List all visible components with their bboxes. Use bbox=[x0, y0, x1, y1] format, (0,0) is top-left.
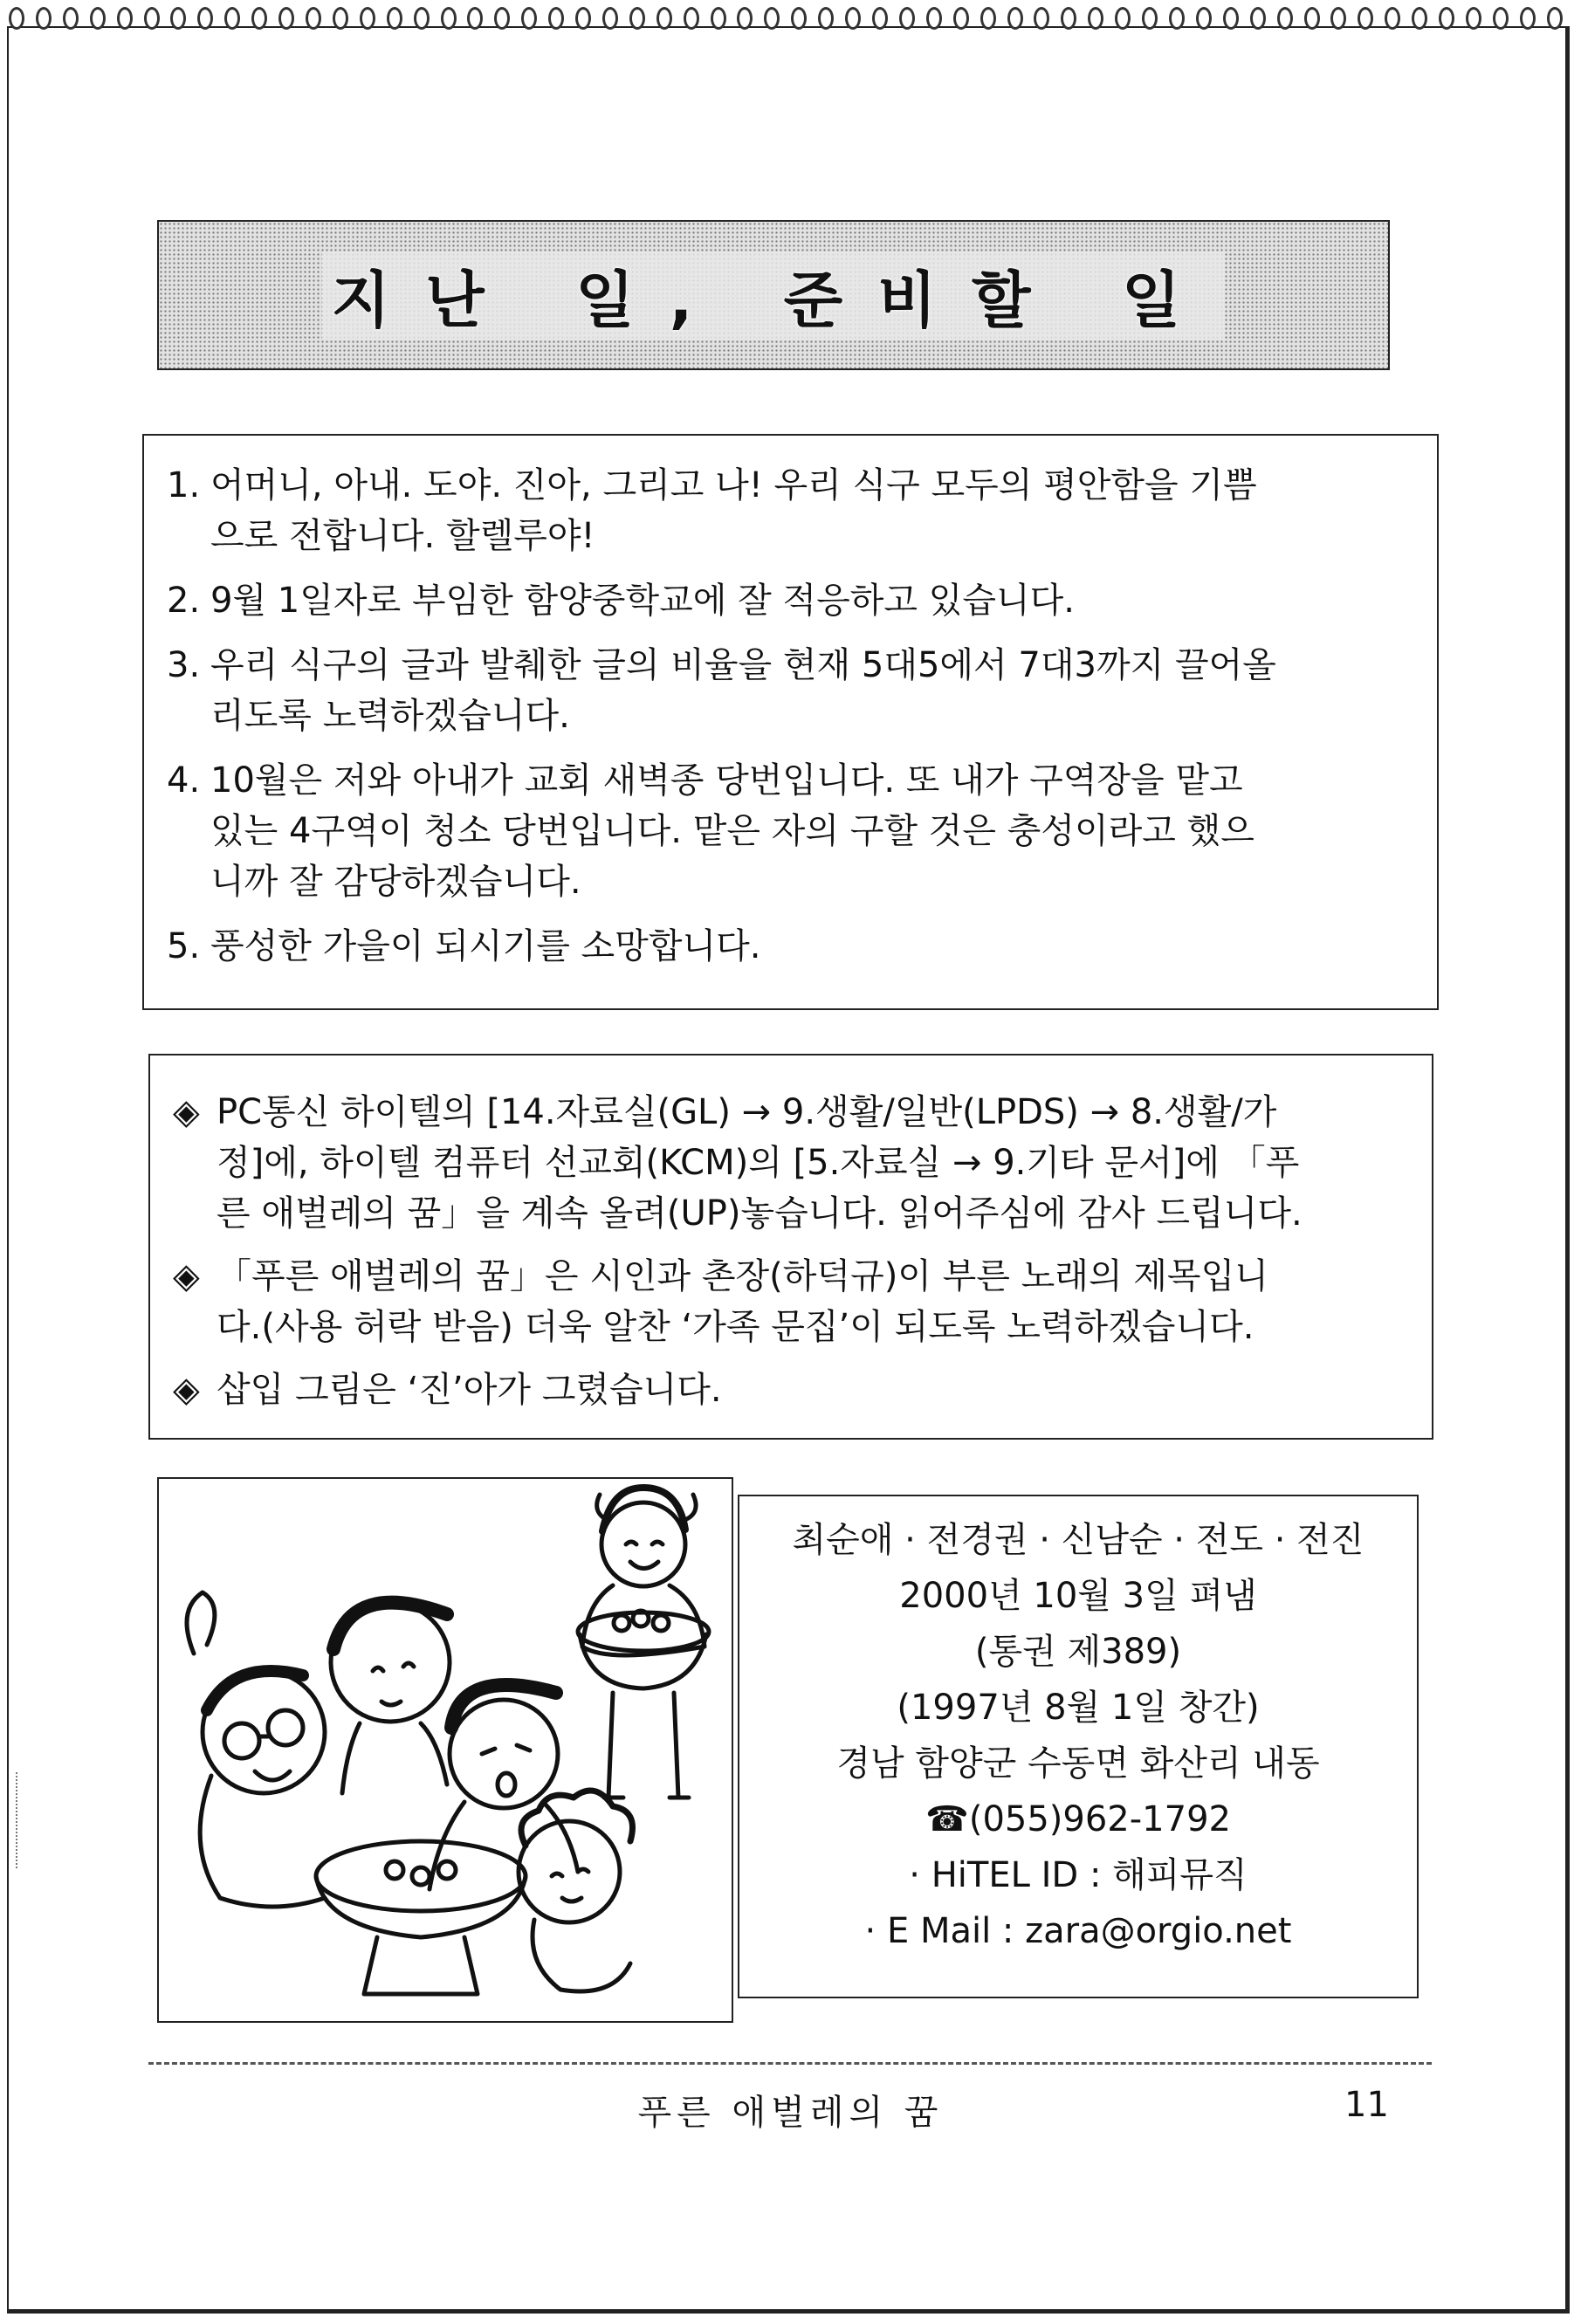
item-text: 어머니, 아내. 도야. 진아, 그리고 나! 우리 식구 모두의 평안함을 기쁨 bbox=[210, 465, 1257, 505]
item-number: 5. bbox=[167, 926, 201, 966]
spiral-ring bbox=[251, 7, 267, 30]
spiral-ring bbox=[170, 7, 186, 30]
item-first-line bbox=[167, 575, 1413, 626]
notice-box bbox=[148, 1054, 1433, 1440]
spiral-ring bbox=[1061, 7, 1076, 30]
item-text: 으로 전합니다. 할렐루야! bbox=[210, 516, 595, 556]
page-number: 11 bbox=[1344, 2085, 1389, 2125]
spiral-ring bbox=[1385, 7, 1400, 30]
spiral-ring bbox=[494, 7, 510, 30]
phone-number: ☎(055)962-1792 bbox=[925, 1799, 1231, 1839]
spiral-ring bbox=[548, 7, 564, 30]
spiral-ring bbox=[764, 7, 780, 30]
spiral-ring bbox=[1223, 7, 1239, 30]
past-and-plans-box bbox=[142, 434, 1439, 1010]
spiral-ring bbox=[845, 7, 861, 30]
family-illustration bbox=[157, 1477, 733, 2023]
issue-number: (통권 제389) bbox=[974, 1632, 1182, 1672]
list-item bbox=[167, 921, 1413, 972]
spiral-ring bbox=[360, 7, 375, 30]
spiral-ring bbox=[684, 7, 699, 30]
spiral-ring bbox=[1007, 7, 1023, 30]
spiral-ring bbox=[306, 7, 321, 30]
notice-text: 른 애벌레의 꿈」을 계속 올려(UP)놓습니다. 읽어주심에 감사 드립니다. bbox=[217, 1193, 1303, 1234]
spiral-ring bbox=[602, 7, 618, 30]
diamond-bullet-icon: ◈ bbox=[173, 1256, 200, 1296]
notice-first-line bbox=[173, 1251, 1407, 1302]
list-item bbox=[167, 640, 1413, 741]
list-item bbox=[167, 460, 1413, 561]
hitel-id: · HiTEL ID : 해피뮤직 bbox=[909, 1855, 1248, 1895]
footer-title: 푸른 애벌레의 꿈 bbox=[637, 2093, 944, 2133]
spiral-ring bbox=[441, 7, 457, 30]
diamond-bullet-icon: ◈ bbox=[173, 1092, 200, 1132]
list-item bbox=[167, 575, 1413, 626]
spiral-ring bbox=[387, 7, 402, 30]
spiral-ring bbox=[980, 7, 996, 30]
publish-date: 2000년 10월 3일 펴냄 bbox=[899, 1576, 1257, 1616]
notice-text: 정]에, 하이텔 컴퓨터 선교회(KCM)의 [5.자료실 → 9.기타 문서]에 「푸 bbox=[217, 1143, 1300, 1183]
spiral-ring bbox=[1277, 7, 1293, 30]
spiral-ring bbox=[1330, 7, 1346, 30]
spiral-ring bbox=[278, 7, 294, 30]
item-first-line bbox=[167, 921, 1413, 972]
spiral-ring bbox=[1547, 7, 1563, 30]
spiral-ring bbox=[224, 7, 240, 30]
item-number: 1. bbox=[167, 465, 201, 505]
margin-mark bbox=[16, 1772, 21, 1868]
title-banner bbox=[157, 220, 1390, 370]
spiral-ring bbox=[872, 7, 888, 30]
footer-divider bbox=[148, 2062, 1432, 2065]
spiral-ring bbox=[144, 7, 160, 30]
spiral-ring bbox=[333, 7, 348, 30]
spiral-ring bbox=[467, 7, 483, 30]
item-first-line bbox=[167, 755, 1413, 806]
notice-item bbox=[173, 1251, 1407, 1352]
notice-item bbox=[173, 1365, 1407, 1415]
spiral-ring bbox=[575, 7, 591, 30]
spiral-ring bbox=[117, 7, 133, 30]
spiral-ring bbox=[656, 7, 672, 30]
spiral-ring bbox=[1412, 7, 1427, 30]
item-number: 2. bbox=[167, 581, 201, 621]
spiral-ring bbox=[90, 7, 106, 30]
item-number: 3. bbox=[167, 645, 201, 685]
spiral-ring bbox=[1439, 7, 1454, 30]
spiral-ring bbox=[1034, 7, 1049, 30]
item-text: 리도록 노력하겠습니다. bbox=[210, 696, 570, 736]
notice-text: 다.(사용 허락 받음) 더욱 알찬 ‘가족 문집’이 되도록 노력하겠습니다. bbox=[217, 1307, 1254, 1347]
item-text: 우리 식구의 글과 발췌한 글의 비율을 현재 5대5에서 7대3까지 끌어올 bbox=[210, 645, 1276, 685]
spiral-ring bbox=[629, 7, 645, 30]
publication-info bbox=[738, 1495, 1419, 1998]
item-text: 풍성한 가을이 되시기를 소망합니다. bbox=[210, 926, 761, 966]
spiral-ring bbox=[414, 7, 430, 30]
spiral-ring bbox=[1466, 7, 1481, 30]
item-first-line bbox=[167, 460, 1413, 511]
spiral-ring bbox=[1304, 7, 1320, 30]
diamond-bullet-icon: ◈ bbox=[173, 1370, 200, 1410]
spiral-ring bbox=[521, 7, 537, 30]
spiral-ring bbox=[1520, 7, 1536, 30]
spiral-binding bbox=[9, 3, 1563, 33]
email-address: · E Mail : zara@orgio.net bbox=[864, 1911, 1292, 1951]
item-text: 10월은 저와 아내가 교회 새벽종 당번입니다. 또 내가 구역장을 맡고 bbox=[210, 760, 1243, 801]
notice-first-line bbox=[173, 1087, 1407, 1138]
spiral-ring bbox=[899, 7, 915, 30]
spiral-ring bbox=[791, 7, 807, 30]
list-item bbox=[167, 755, 1413, 907]
spiral-ring bbox=[9, 7, 24, 30]
notice-text: 삽입 그림은 ‘진’아가 그렸습니다. bbox=[217, 1370, 722, 1410]
spiral-ring bbox=[1169, 7, 1185, 30]
founded-date: (1997년 8월 1일 창간) bbox=[897, 1688, 1260, 1728]
authors: 최순애 · 전경권 · 신남순 · 전도 · 전진 bbox=[792, 1520, 1364, 1560]
spiral-ring bbox=[818, 7, 834, 30]
address: 경남 함양군 수동면 화산리 내동 bbox=[836, 1743, 1320, 1784]
spiral-ring bbox=[1196, 7, 1212, 30]
spiral-ring bbox=[1115, 7, 1131, 30]
item-text: 9월 1일자로 부임한 함양중학교에 잘 적응하고 있습니다. bbox=[210, 581, 1075, 621]
page-title: 지난 일, 준비할 일 bbox=[322, 251, 1224, 340]
family-drawing bbox=[159, 1479, 732, 2021]
spiral-ring bbox=[711, 7, 726, 30]
spiral-ring bbox=[953, 7, 969, 30]
item-text: 있는 4구역이 청소 당번입니다. 맡은 자의 구할 것은 충성이라고 했으 bbox=[210, 811, 1254, 851]
spiral-ring bbox=[36, 7, 52, 30]
spiral-ring bbox=[1493, 7, 1509, 30]
spiral-ring bbox=[1088, 7, 1103, 30]
spiral-ring bbox=[1250, 7, 1266, 30]
notice-item bbox=[173, 1087, 1407, 1239]
spiral-ring bbox=[63, 7, 79, 30]
item-text: 니까 잘 감당하겠습니다. bbox=[210, 862, 581, 902]
spiral-ring bbox=[737, 7, 753, 30]
spiral-ring bbox=[926, 7, 942, 30]
notice-first-line bbox=[173, 1365, 1407, 1415]
notice-text: PC통신 하이텔의 [14.자료실(GL) → 9.생활/일반(LPDS) → 8.생활/가 bbox=[217, 1092, 1277, 1132]
notice-text: 「푸른 애벌레의 꿈」은 시인과 촌장(하덕규)이 부른 노래의 제목입니 bbox=[217, 1256, 1268, 1296]
spiral-ring bbox=[197, 7, 213, 30]
spiral-ring bbox=[1142, 7, 1158, 30]
spiral-ring bbox=[1358, 7, 1373, 30]
item-first-line bbox=[167, 640, 1413, 691]
item-number: 4. bbox=[167, 760, 201, 801]
